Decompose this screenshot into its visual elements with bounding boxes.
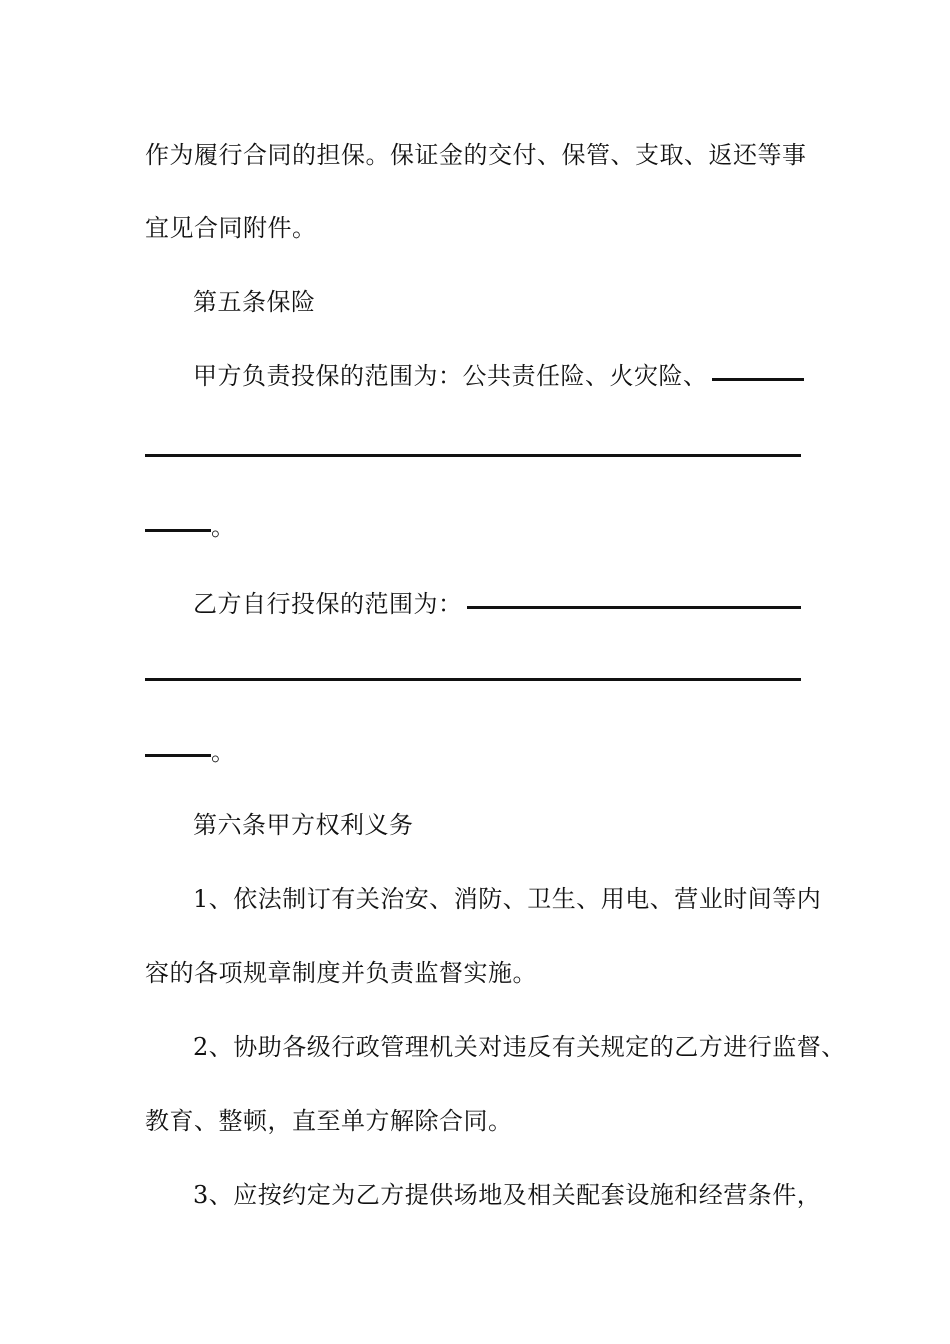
fill-blank xyxy=(145,529,211,532)
paragraph-line: 宜见合同附件。 xyxy=(145,214,317,242)
fill-blank-line xyxy=(145,678,801,681)
fill-blank xyxy=(467,606,801,609)
paragraph-line: 作为履行合同的担保。保证金的交付、保管、支取、返还等事 xyxy=(145,141,807,169)
fill-blank xyxy=(145,754,211,757)
fill-blank xyxy=(712,378,804,381)
fill-blank-line xyxy=(145,454,801,457)
period-mark: 。 xyxy=(211,738,236,766)
party-b-insurance-line xyxy=(193,589,863,619)
blank-end-line xyxy=(145,512,815,542)
party-b-insurance-text: 乙方自行投保的范围为： xyxy=(193,590,463,618)
list-item-2-continuation: 教育、整顿，直至单方解除合同。 xyxy=(145,1107,513,1135)
section-heading-insurance: 第五条保险 xyxy=(193,288,316,316)
party-a-insurance-text: 甲方负责投保的范围为：公共责任险、火灾险、 xyxy=(193,362,708,390)
period-mark: 。 xyxy=(211,513,236,541)
list-item-3-line: 3、应按约定为乙方提供场地及相关配套设施和经营条件， xyxy=(193,1181,822,1209)
list-item-1-continuation: 容的各项规章制度并负责监督实施。 xyxy=(145,959,537,987)
section-heading-party-a-rights: 第六条甲方权利义务 xyxy=(193,811,414,839)
list-item-1-line: 1、依法制订有关治安、消防、卫生、用电、营业时间等内 xyxy=(193,885,822,913)
blank-end-line xyxy=(145,737,815,767)
list-item-2-line: 2、协助各级行政管理机关对违反有关规定的乙方进行监督、 xyxy=(193,1033,846,1061)
party-a-insurance-line xyxy=(193,361,863,391)
